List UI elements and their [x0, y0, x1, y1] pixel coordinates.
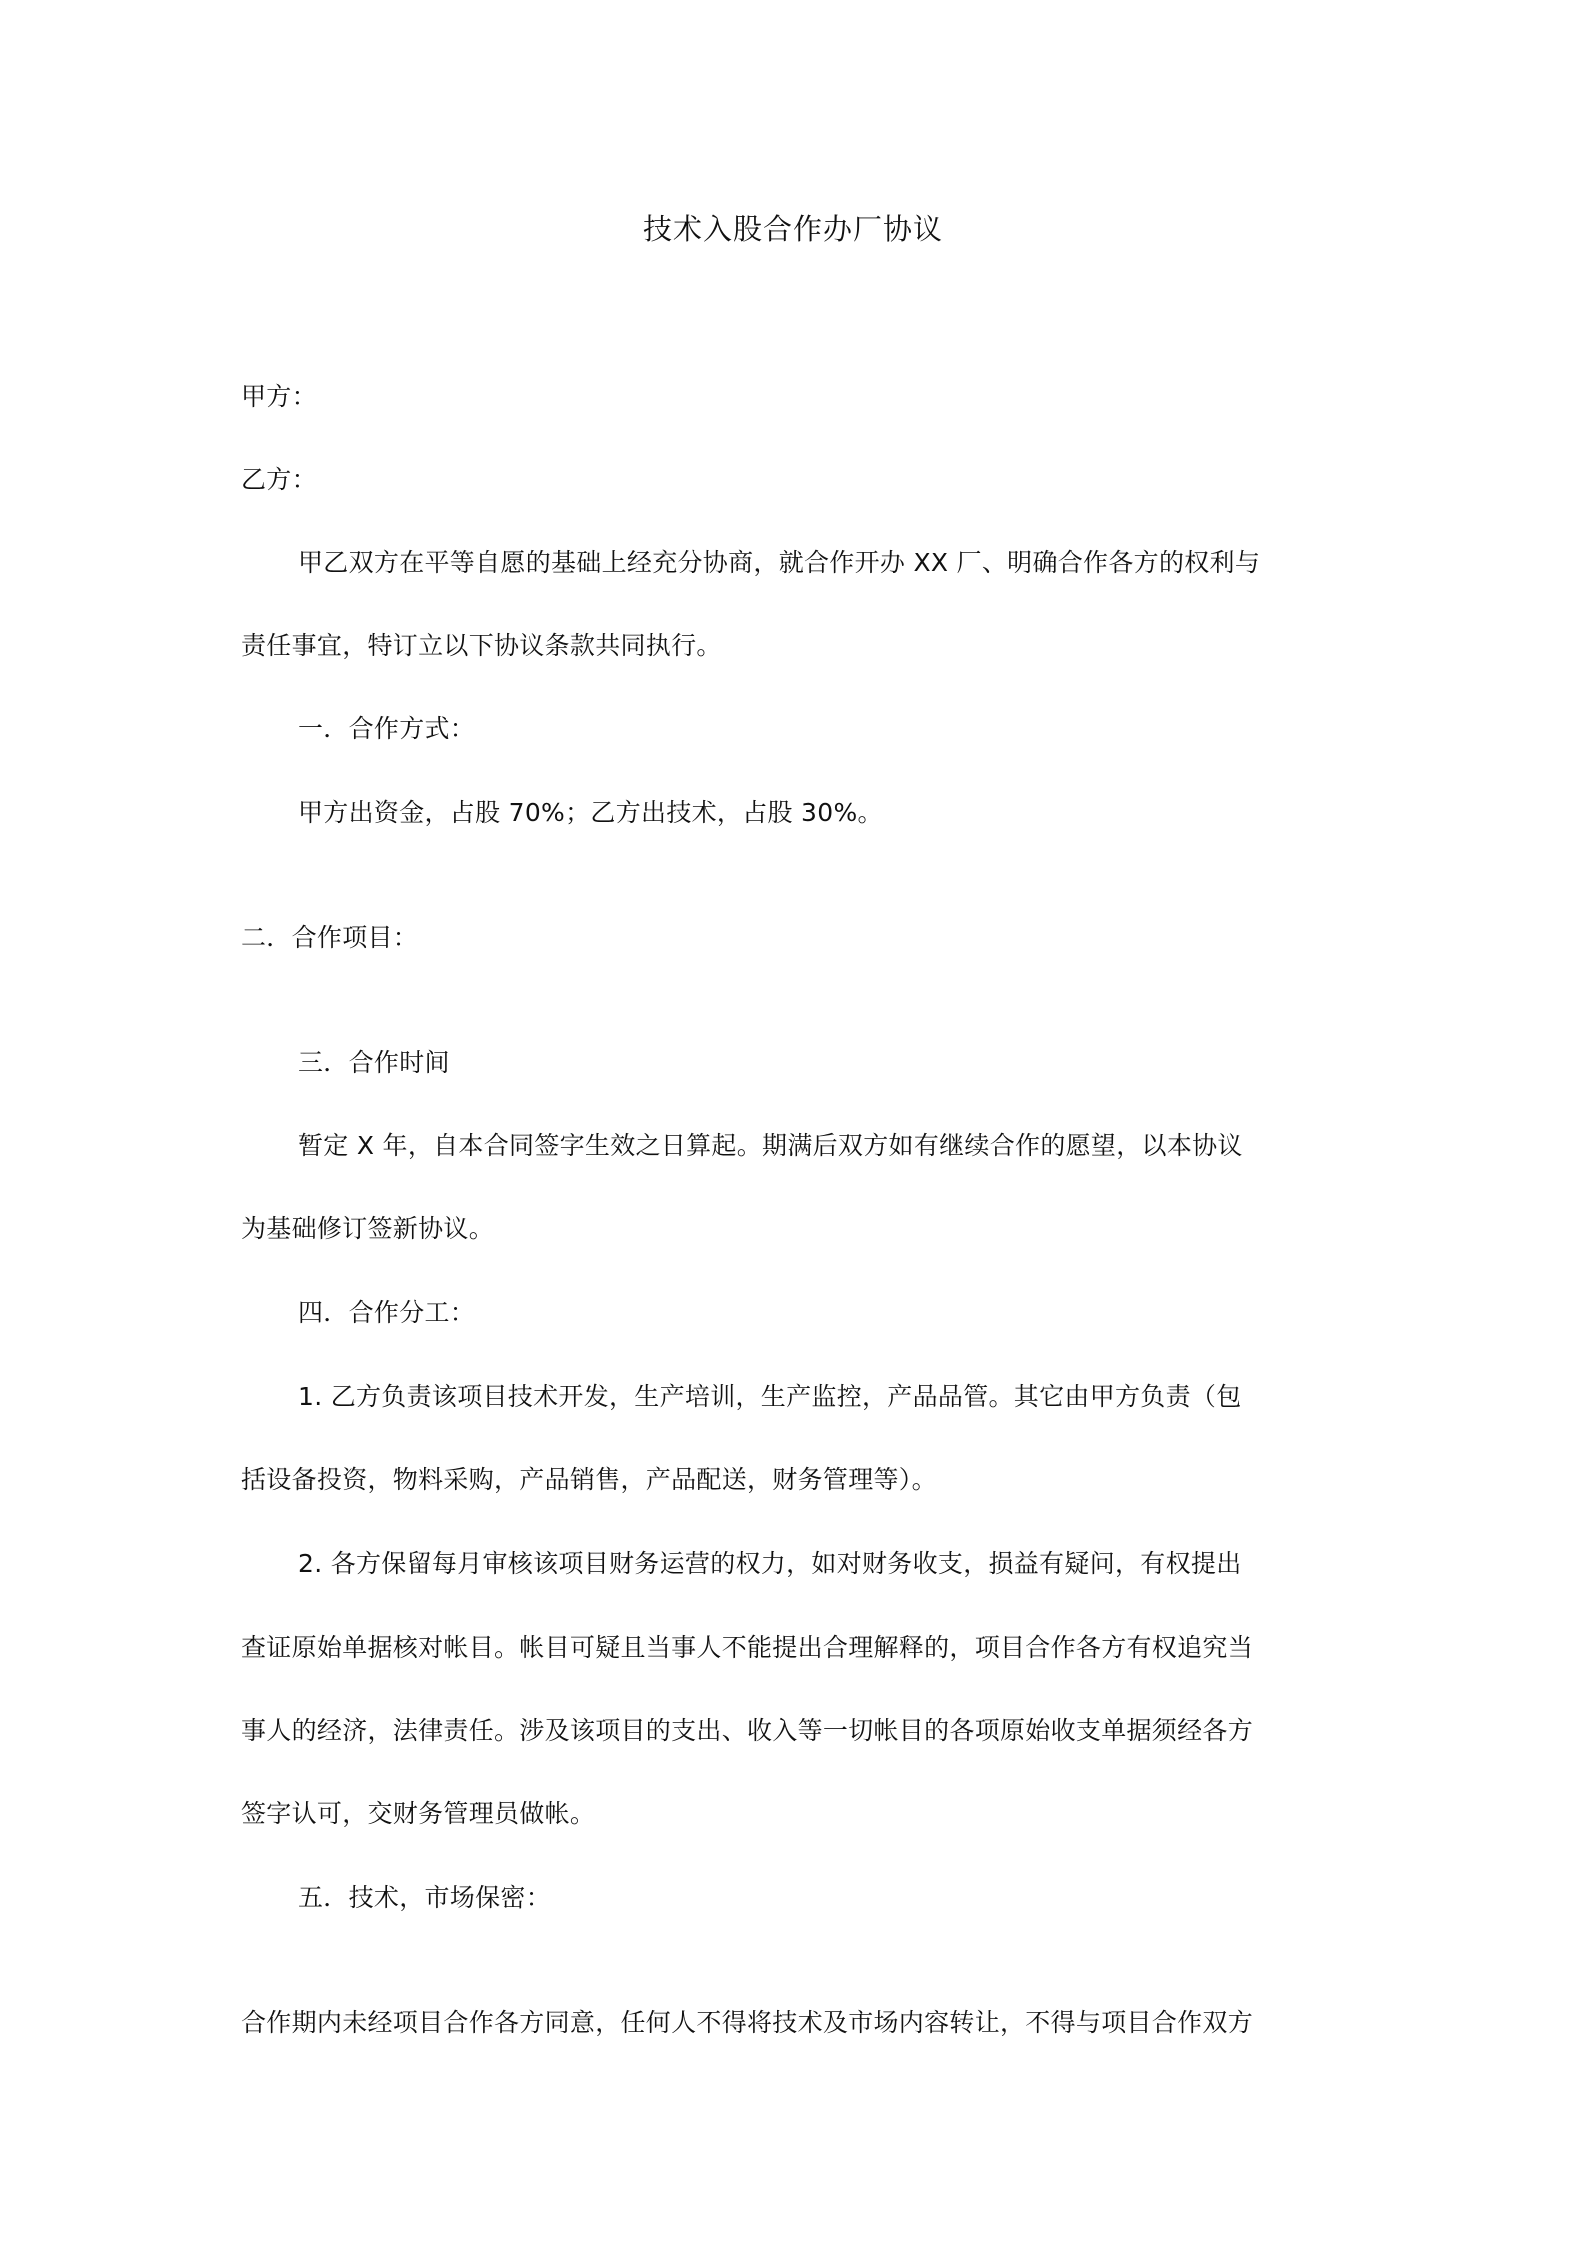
section-text-cooperation-time: 为基础修订签新协议。	[241, 1214, 495, 1243]
section-heading-cooperation-time: 三．合作时间	[298, 1048, 450, 1077]
document-title: 技术入股合作办厂协议	[642, 212, 943, 246]
section-text-confidentiality: 合作期内未经项目合作各方同意，任何人不得将技术及市场内容转让，不得与项目合作双方	[241, 2008, 1254, 2037]
section-heading-division-of-labor: 四．合作分工：	[298, 1298, 476, 1327]
section-text-cooperation-time: 暂定 X 年，自本合同签字生效之日算起。期满后双方如有继续合作的愿望，以本协议	[298, 1131, 1243, 1160]
party-a-label: 甲方：	[241, 382, 317, 411]
intro-paragraph-line: 甲乙双方在平等自愿的基础上经充分协商，就合作开办 XX 厂、明确合作各方的权利与	[298, 548, 1261, 577]
section-text-cooperation-mode: 甲方出资金，占股 70%；乙方出技术，占股 30%。	[298, 798, 883, 827]
section-heading-confidentiality: 五．技术，市场保密：	[298, 1883, 552, 1912]
section-heading-cooperation-project: 二．合作项目：	[241, 923, 419, 952]
list-item-text: 1. 乙方负责该项目技术开发，生产培训，生产监控，产品品管。其它由甲方负责（包	[298, 1382, 1242, 1411]
section-heading-cooperation-mode: 一．合作方式：	[298, 714, 476, 743]
intro-paragraph-line: 责任事宜，特订立以下协议条款共同执行。	[241, 631, 722, 660]
list-item-text: 事人的经济，法律责任。涉及该项目的支出、收入等一切帐目的各项原始收支单据须经各方	[241, 1716, 1254, 1745]
list-item-text: 括设备投资，物料采购，产品销售，产品配送，财务管理等）。	[241, 1465, 937, 1494]
list-item-text: 2. 各方保留每月审核该项目财务运营的权力，如对财务收支，损益有疑问，有权提出	[298, 1549, 1242, 1578]
list-item-text: 签字认可，交财务管理员做帐。	[241, 1799, 596, 1828]
party-b-label: 乙方：	[241, 465, 317, 494]
list-item-text: 查证原始单据核对帐目。帐目可疑且当事人不能提出合理解释的，项目合作各方有权追究当	[241, 1633, 1254, 1662]
